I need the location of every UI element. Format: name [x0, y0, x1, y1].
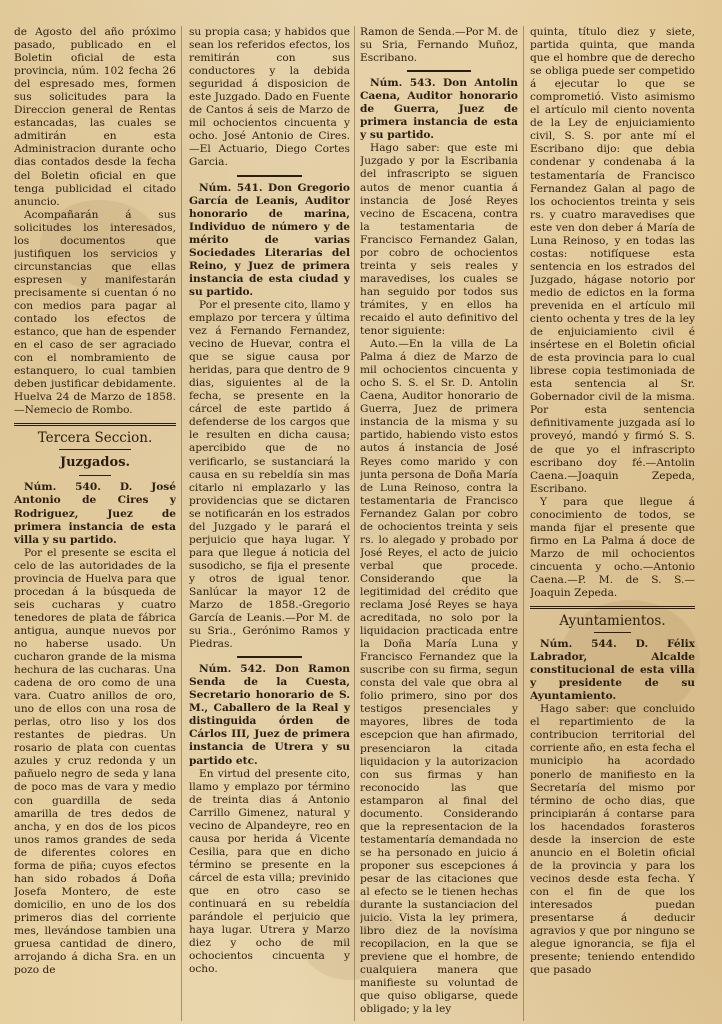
divider — [407, 70, 470, 72]
notice-header: Núm. 541. Don Gregorio García de Leanis, Auditor honorario de marina, Individuo de número y de mérito de varias Sociedades Literarias del Reino, y Juez de primera instancia de esta ciudad y su partido. — [189, 181, 350, 298]
divider — [237, 175, 301, 177]
column-3 — [360, 26, 518, 1016]
section-title: Tercera Seccion. — [37, 430, 153, 447]
section-title: Ayuntamientos. — [559, 613, 666, 630]
divider — [237, 656, 301, 658]
column-rule — [181, 26, 182, 1021]
column-2 — [189, 26, 350, 1016]
column-4 — [530, 26, 695, 1016]
column-rule — [354, 26, 355, 1021]
paragraph: Hago saber: que este mi Juzgado y por la Escribania del infrascripto se siguen autos de menor cuantia á instancia de José Reyes vecino de Escacena, contra la testamentaria de Francisco Fernandez Galan, por cobro de ochocientos treinta y seis reales y maravedises, los cuales se han seguido por todos sus trámites, y en ellos ha recaido el auto definitivo del tenor siguiente: — [360, 142, 518, 338]
signature-line: Ramon de Senda.—Por M. de su Sria, Fernando Muñoz, Escribano. — [360, 26, 518, 65]
divider — [59, 449, 130, 450]
notice-header: Núm. 544. D. Félix Labrador, Alcalde constitucional de esta villa y presidente de su Ayuntamiento. — [530, 638, 695, 703]
paragraph: de Agosto del año próximo pasado, publicado en el Boletin oficial de esta provincia, núm. 102 fecha 26 del espresado mes, formen sus solicitudes para la Direccion general de Rentas estancadas, las cuales se admitirán en esta Administracion durante ocho dias contados desde la fecha del Boletin oficial en que tenga publicidad el citado anuncio. — [14, 26, 176, 208]
column-rule — [523, 26, 524, 1021]
paragraph: Hago saber: que concluido el repartimiento de la contribucion territorial del corriente año, en esta fecha el municipio ha acordado ponerlo de manifiesto en la Secretaría del mismo por término de ocho dias, que principiarán á contarse para los hacendados forasteros desde la insercion de este anuncio en el Boletin oficial de la provincia y para los vecinos desde esta fecha. Y con el fin de que los interesados puedan presentarse á deducir agravios y que por ninguno se alegue ignorancia, se fija el presente; teniendo entendido que pasado — [530, 703, 695, 977]
notice-header: Núm. 543. Don Antolin Caena, Auditor honorario de Guerra, Juez de primera instancia de esta y su partido. — [360, 77, 518, 142]
paragraph: quinta, título diez y siete, partida quinta, que manda que el hombre que de derecho se obliga puede ser competido á ejecutar lo que se comprometió. Visto asimismo el artículo mil ciento noventa de la Ley de enjuiciamiento civil, S. S. por ante mí el Escribano dijo: que debia condenar y condenaba á la testamentaría de Francisco Fernandez Galan al pago de los ochocientos treinta y seis rs. y cuatro maravedises que este ven don deber á María de Luna Reinoso, y en todas las costas: notifíquese esta sentencia en los estrados del Juzgado, hágase notorio por medio de edictos en la forma prevenida en el artículo mil ciento ochenta y tres de la ley de enjuiciamiento civil é insértese en el Boletin oficial de esta provincia para lo cual librese copia testimoniada de esta sentencia al Sr. Gobernador civil de la misma. Por esta sentencia definitivamente juzgada así lo proveyó, mandó y firmó S. S. de que yo el infrascripto escribano doy fé.—Antolin Caena.—Joaquin Zepeda, Escribano. — [530, 26, 695, 495]
notice-header: Núm. 542. Don Ramon Senda de la Cuesta, Secretario honorario de S. M., Caballero de la Real y distinguida órden de Cárlos III, Juez de primera instancia de Utrera y su partido etc. — [189, 663, 350, 767]
divider — [594, 632, 630, 633]
paragraph: Auto.—En la villa de La Palma á diez de Marzo de mil ochocientos cincuenta y ocho S. S. el Sr. D. Antolin Caena, Auditor honorario de Guerra, Juez de primera instancia de la misma y su partido, habiendo visto estos autos á instancia de José Reyes como marido y con junta persona de Doña María de Luna Reinoso, contra la testamentaria de Francisco Fernandez Galan por cobro de ochocientos treinta y seis rs. lo alegado y probado por José Reyes, el acto de juicio verbal que procede. Considerando que la legitimidad del crédito que reclama José Reyes se haya acreditada, no solo por la liquidacion practicada entre la Doña María Luna y Francisco Fernandez que la suscribe con su firma, segun consta del vale que obra al folio primero, sino por dos testigos presenciales y mayores, libres de toda escepcion que han afirmado, presenciaron la citada liquidacion y la autorizacion con sus firmas y han reconocido las que estamparon al final del documento. Considerando que la representacion de la testamentaría demandada no se ha personado en juicio á proponer sus escepciones á pesar de las citaciones que al efecto se le tienen hechas durante la sustanciacion del juicio. Vista la ley primera, libro diez de la novísima recopilacion, en la que se previene que el hombre, de cualquiera manera que manifieste su voluntad de que quiso obligarse, quede obligado; y la ley — [360, 338, 518, 1016]
column-1 — [14, 26, 176, 1016]
subsection-title: Juzgados. — [59, 455, 131, 471]
paragraph: Por el presente se escita el celo de las autoridades de la provincia de Huelva para que procedan á la búsqueda de seis cucharas y cuatro tenedores de plata de fábrica antigua, aunque nuevos por no haberse usado. Un cucharon grande de la misma hechura de las cucharas. Una cadena de oro como de una vara. Cuatro anillos de oro, uno de ellos con una rosa de perlas, otro liso y los dos restantes de piedras. Un rosario de plata con cuentas azules y cruz redonda y un pañuelo negro de seda y lana de poco mas de vara y medio con guardilla de seda amarilla de tres dedos de ancha, y en dos de los picos unos ramos grandes de seda de diferentes colores en forma de piña; cuyos efectos han sido robados á Doña Josefa Montero, de este domicilio, en uno de los dos primeros dias del corriente mes, llevándose tambien una gruesa cantidad de dinero, arrojando á dicha Sra. en un pozo de — [14, 546, 176, 977]
notice-header: Núm. 540. D. José Antonio de Cires y Rodriguez, Juez de primera instancia de esta villa y su partido. — [14, 481, 176, 546]
section-divider — [14, 423, 176, 426]
paragraph: Y para que llegue á conocimiento de todos, se manda fijar el presente que firmo en La Palma á doce de Marzo de mil ochocientos cincuenta y ocho.—Antonio Caena.—P. M. de S. S.—Joaquin Zepeda. — [530, 495, 695, 600]
paragraph: su propia casa; y habidos que sean los referidos efectos, los remitirán con sus conductores y la debida seguridad á disposicion de este Juzgado. Dado en Fuente de Cantos á seis de Marzo de mil ochocientos cincuenta y ocho. José Antonio de Cires.—El Actuario, Diego Cortes Garcia. — [189, 26, 350, 169]
paragraph: Por el presente cito, llamo y emplazo por tercera y última vez á Fernando Fernandez, vecino de Huevar, contra el que se sigue causa por heridas, para que dentro de 9 dias, siguientes al de la fecha, se presente en la cárcel de este partido á defenderse de los cargos que le resulten en dicha causa; apercibido que de no verificarlo, se sustanciará la causa en su rebeldía sin mas citarlo ni emplazarlo y las providencias que se dictaren se notificarán en los estrados del Juzgado y le parará el perjuicio que haya lugar. Y para que llegue á noticia del susodicho, se fija el presente y otros de igual tenor. Sanlúcar la mayor 12 de Marzo de 1858.-Gregorio García de Leanis.—Por M. de su Sria., Gerónimo Ramos y Piedras. — [189, 298, 350, 651]
divider — [79, 475, 111, 476]
section-divider — [530, 606, 695, 609]
paragraph: En virtud del presente cito, llamo y emplazo por término de treinta dias á Antonio Carrillo Gimenez, natural y vecino de Alpandeyre, reo en causa por herida á Vicente Cesilia, para que en dicho término se presente en la cárcel de esta villa; previnido que en otro caso se continuará en su rebeldía parándole el perjuicio que haya lugar. Utrera y Marzo diez y ocho de mil ochocientos cincuenta y ocho. — [189, 767, 350, 976]
paragraph: Acompañarán á sus solicitudes los interesados, los documentos que justifiquen los servicios y circunstancias que ellas espresen y manifestarán precisamente si cuentan ó no con medios para pagar al contado los efectos de estanco, que han de espender en el caso de ser agraciado con el nombramiento de estanquero, lo cual tambien deben justificar debidamente. Huelva 24 de Marzo de 1858.—Nemecio de Rombo. — [14, 208, 176, 417]
